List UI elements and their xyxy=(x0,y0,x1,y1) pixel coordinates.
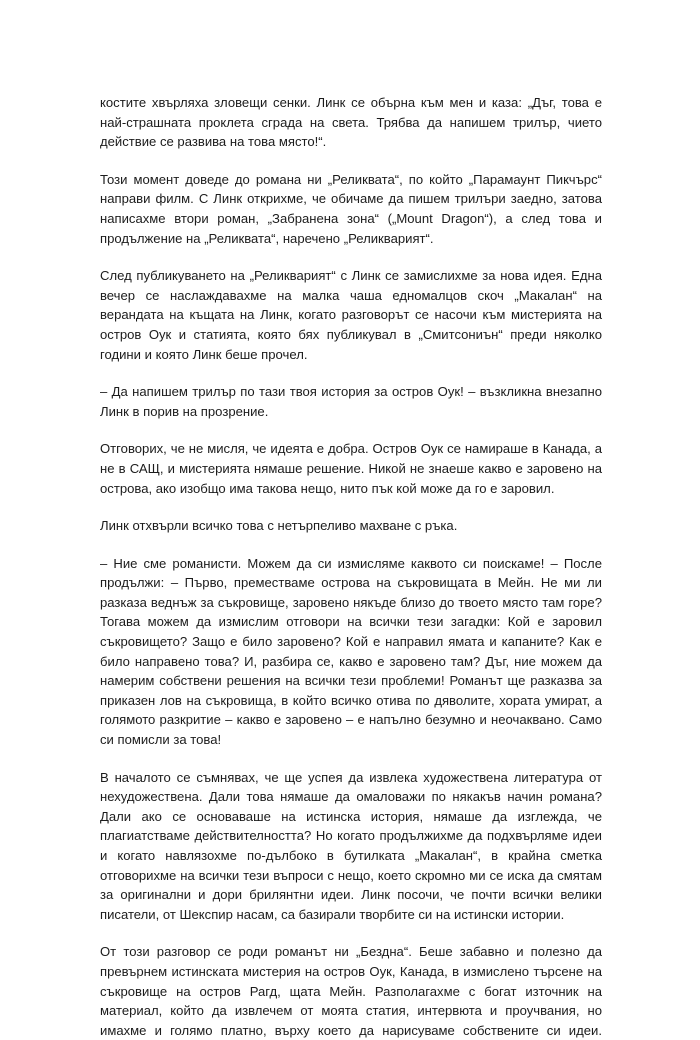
paragraph-8: В началото се съмнявах, че ще успея да извлека художествена литература от нехудожествена. Дали това нямаше да омаловажи по някакъв начин романа? Дали ако се основаваше на истинска история, нямаше да изглежда, че плагиатстваме действителността? Но когато продължихме да подхвърляме идеи и когато навлязохме по-дълбоко в бутилката „Макалан“, в крайна сметка отговорихме на всички тези въпроси с нещо, което скромно ми се иска да смятам за оригинални и дори брилянтни идеи. Линк посочи, че почти всички велики писатели, от Шекспир насам, са базирали творбите си на истински истории. xyxy=(100,769,602,922)
paragraph-2: Този момент доведе до романа ни „Реликвата“, по който „Парамаунт Пикчърс“ направи филм. С Линк открихме, че обичаме да пишем трилъри заедно, затова написахме втори роман, „Забранена зона“ („Mount Dragon“), а след това и продължение на „Реликвата“, наречено „Реликварият“. xyxy=(100,171,602,246)
paragraph-9: От този разговор се роди романът ни „Бездна“. Беше забавно и полезно да превърнем истинската мистерия на остров Оук, Канада, в измислено търсене на съкровище на остров Рагд, щата Мейн. Разполагахме с богат източник на материал, който да извлечем от моята статия, интервюта и проучвания, но имахме и голямо платно, върху което да нарисуваме собствените си идеи. xyxy=(100,944,602,1038)
paragraph-5: Отговорих, че не мисля, че идеята е добра. Остров Оук се намираше в Канада, а не в САЩ, и мистерията нямаше решение. Никой не знаеше какво е заровено на острова, ако изобщо има такова нещо, нито пък кой може да го е заровил. xyxy=(100,441,602,496)
paragraph-1: костите хвърляха зловещи сенки. Линк се обърна към мен и каза: „Дъг, това е най-страшната проклета сграда на света. Трябва да напишем трилър, чието действие се развива на това място!“. xyxy=(100,95,602,150)
paragraph-3: След публикуването на „Реликварият“ с Линк се замислихме за нова идея. Една вечер се наслаждавахме на малка чаша едномалцов скоч „Макалан“ на верандата на къщата на Линк, когато разговорът се насочи към мистерията на остров Оук и статията, която бях публикувал в „Смитсониън“ преди няколко години и която Линк беше прочел. xyxy=(100,268,602,362)
document-body xyxy=(100,93,602,1040)
paragraph-4: – Да напишем трилър по тази твоя история за остров Оук! – възкликна внезапно Линк в порив на прозрение. xyxy=(100,384,602,419)
paragraph-7: – Ние сме романисти. Можем да си измисляме каквото си поискаме! – После продължи: – Първо, преместваме острова на съкровищата в Мейн. Не ми ли разказа веднъж за съкровище, заровено някъде близо до твоето място там горе? Тогава можем да измислим отговори на всички тези загадки: Кой е заровил съкровището? Защо е било заровено? Кой е направил ямата и капаните? Как е било направено това? И, разбира се, какво е заровено там? Дъг, ние можем да намерим собствени решения на всички тези проблеми! Романът ще разказва за приказен лов на съкровища, в който всичко отива по дяволите, хората умират, а голямото разкритие – какво е заровено – е напълно безумно и неочаквано. Само си помисли за това! xyxy=(100,555,602,748)
paragraph-6: Линк отхвърли всичко това с нетърпеливо махване с ръка. xyxy=(100,518,458,534)
